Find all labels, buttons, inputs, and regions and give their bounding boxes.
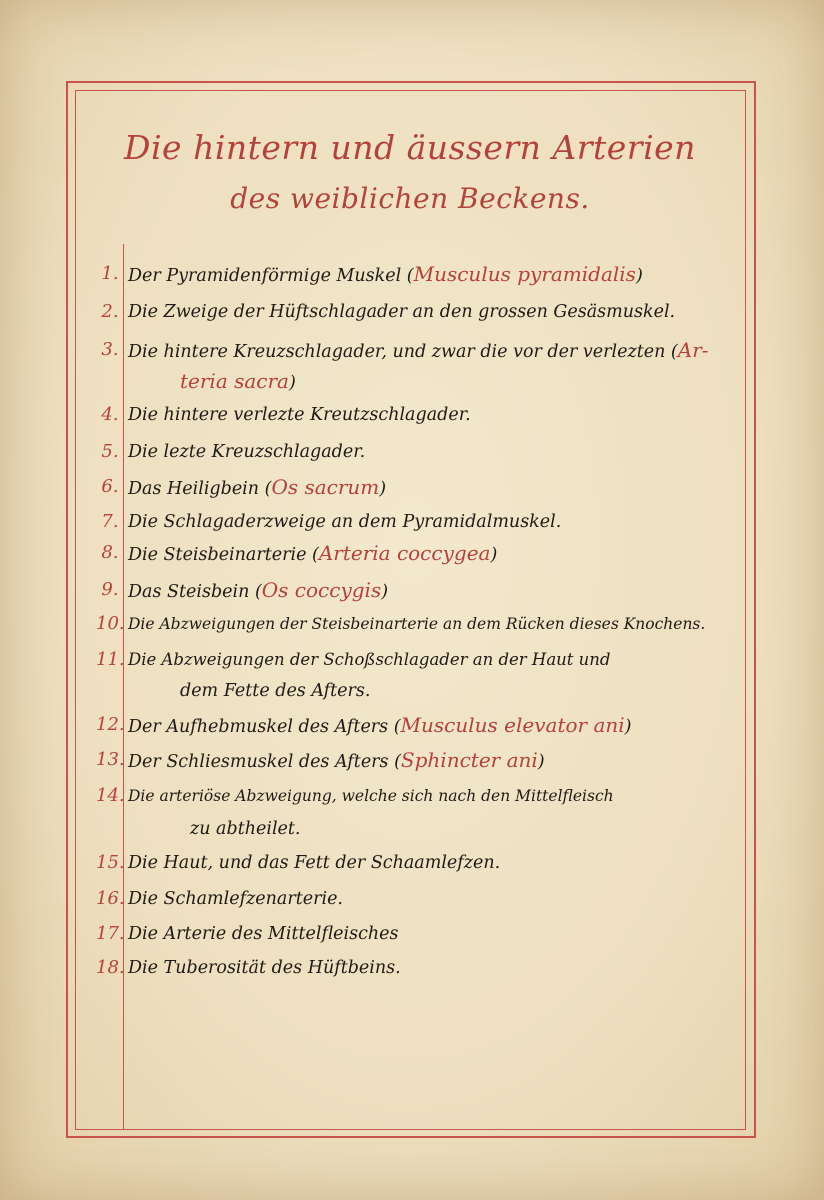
- entry-number: 2.: [101, 301, 119, 322]
- entry-german-text: zu abtheilet.: [190, 819, 301, 839]
- entry-german-text: Das Heiligbein (: [128, 479, 272, 499]
- entry-latin-term: teria sacra: [180, 369, 289, 393]
- entry-number: 8.: [101, 542, 119, 563]
- entry-close-paren: ): [537, 752, 545, 772]
- entry-german-text: Die Abzweigungen der Schoßschlagader an der Haut und: [128, 650, 611, 669]
- entry-text: [128, 882, 343, 916]
- entry-close-paren: ): [288, 373, 296, 393]
- entry-text: [128, 470, 386, 506]
- entry-german-text: Die Schlagaderzweige an dem Pyramidalmuskel.: [128, 512, 562, 532]
- title-line-1: Die hintern und äussern Arterien: [124, 128, 696, 167]
- entry-german-text: Die Arterie des Mittelfleisches: [128, 924, 399, 944]
- entry-number: 9.: [101, 579, 119, 600]
- entry-number: 5.: [101, 441, 119, 462]
- entry-text: [128, 398, 471, 432]
- entry-text: [128, 846, 500, 880]
- entry-text: [128, 643, 610, 677]
- entry-number: 11.: [96, 649, 125, 670]
- entry-text: [128, 536, 497, 572]
- entry-number: 4.: [101, 404, 119, 425]
- entry-german-text: Die hintere Kreuzschlagader, und zwar die vor der verlezten (: [128, 342, 678, 362]
- entry-german-text: Der Aufhebmuskel des Afters (: [128, 717, 401, 737]
- entry-text: [128, 505, 561, 539]
- entry-text: [128, 295, 675, 329]
- entry-number: 6.: [101, 476, 119, 497]
- entry-number: 10.: [96, 613, 125, 634]
- entry-close-paren: ): [624, 717, 632, 737]
- entry-number: 18.: [96, 957, 125, 978]
- entry-text: [128, 573, 388, 609]
- entry-german-text: Die Zweige der Hüftschlagader an den grossen Gesäsmuskel.: [128, 302, 676, 322]
- entry-latin-term: Ar-: [677, 338, 709, 362]
- entry-latin-term: Arteria coccygea: [318, 541, 491, 565]
- entry-text: [128, 743, 545, 779]
- entry-german-text: Die Schamlefzenarterie.: [128, 889, 343, 909]
- entry-german-text: Die hintere verlezte Kreutzschlagader.: [128, 405, 471, 425]
- entry-text: [180, 674, 370, 708]
- entry-number: 16.: [96, 888, 125, 909]
- entry-text: [128, 607, 705, 641]
- entry-latin-term: Musculus elevator ani: [400, 713, 625, 737]
- entry-text: [128, 951, 401, 985]
- entry-close-paren: ): [379, 479, 387, 499]
- entry-latin-term: Os sacrum: [271, 475, 380, 499]
- entry-number: 3.: [101, 339, 119, 360]
- entry-number: 13.: [96, 749, 125, 770]
- entry-latin-term: Sphincter ani: [400, 748, 538, 772]
- title-line-2: des weiblichen Beckens.: [230, 182, 590, 215]
- entry-german-text: Das Steisbein (: [128, 582, 262, 602]
- entry-number: 12.: [96, 714, 125, 735]
- entry-latin-term: Os coccygis: [261, 578, 382, 602]
- entry-german-text: dem Fette des Afters.: [180, 681, 371, 701]
- entry-number: 7.: [101, 511, 119, 532]
- entry-text: [190, 812, 301, 846]
- entry-number: 17.: [96, 923, 125, 944]
- entry-text: [128, 257, 643, 293]
- entry-number: 15.: [96, 852, 125, 873]
- entry-number: 1.: [101, 263, 119, 284]
- entry-text: [128, 917, 398, 951]
- entry-german-text: Die Tuberosität des Hüftbeins.: [128, 958, 401, 978]
- entry-text: [180, 364, 296, 400]
- entry-german-text: Die Haut, und das Fett der Schaamlefzen.: [128, 853, 501, 873]
- entry-german-text: Der Pyramidenförmige Muskel (: [128, 266, 414, 286]
- entry-number: 14.: [96, 785, 125, 806]
- entry-german-text: Die Steisbeinarterie (: [128, 545, 319, 565]
- entry-close-paren: ): [490, 545, 498, 565]
- entry-latin-term: Musculus pyramidalis: [413, 262, 636, 286]
- entry-close-paren: ): [635, 266, 643, 286]
- entry-german-text: Die lezte Kreuzschlagader.: [128, 442, 366, 462]
- entry-german-text: Die arteriöse Abzweigung, welche sich nach den Mittelfleisch: [128, 787, 614, 805]
- entry-text: [128, 708, 631, 744]
- entry-text: [128, 435, 365, 469]
- entry-text: [128, 779, 614, 813]
- entry-close-paren: ): [381, 582, 389, 602]
- entry-german-text: Der Schliesmuskel des Afters (: [128, 752, 401, 772]
- entry-german-text: Die Abzweigungen der Steisbeinarterie an dem Rücken dieses Knochens.: [128, 615, 706, 633]
